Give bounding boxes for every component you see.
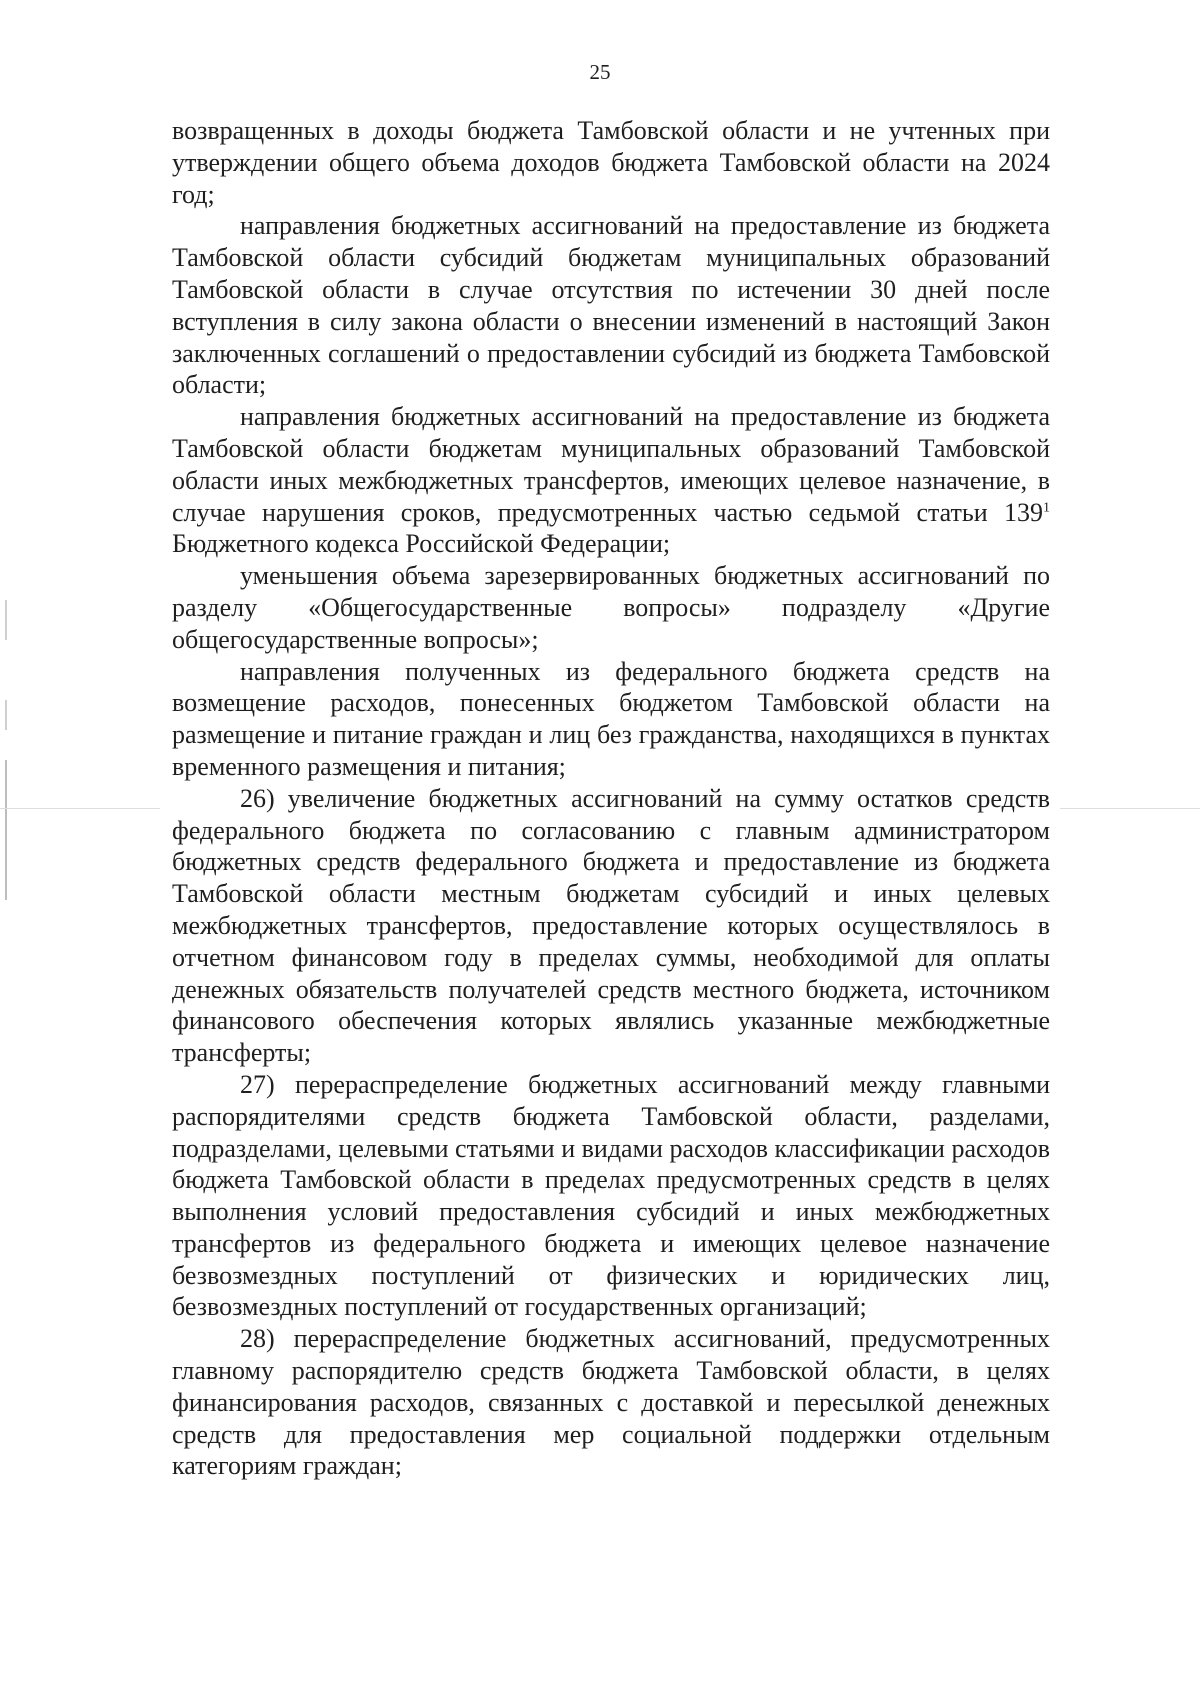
paragraph-subsidies-agreements: направления бюджетных ассигнований на предоставление из бюджета Тамбовской области субсидий бюджетам муниципальных образований Тамбовской области в случае отсутствия по истечении 30 дней после вступления в силу закона области о внесении изменений в настоящий Закон заключенных соглашений о предоставлении субсидий из бюджета Тамбовской области; bbox=[172, 211, 1050, 400]
scan-artifact bbox=[5, 700, 7, 730]
page-number: 25 bbox=[589, 60, 611, 84]
document-body bbox=[172, 115, 1050, 1482]
paragraph-item-27: 27) перераспределение бюджетных ассигнований между главными распорядителями средств бюджета Тамбовской области, разделами, подразделами, целевыми статьями и видами расходов классификации расходов бюджета Тамбовской области в пределах предусмотренных средств в целях выполнения условий предоставления субсидий и иных межбюджетных трансфертов из федерального бюджета и имеющих целевое назначение безвозмездных поступлений от физических и юридических лиц, безвозмездных поступлений от государственных организаций; bbox=[172, 1069, 1050, 1322]
paragraph-interbudget-transfers bbox=[172, 401, 1050, 560]
scan-artifact bbox=[5, 760, 7, 900]
paragraph-reserved-allocations: уменьшения объема зарезервированных бюджетных ассигнований по разделу «Общегосударственные вопросы» подразделу «Другие общегосударственные вопросы»; bbox=[172, 561, 1050, 654]
article-superscript: 1 bbox=[1043, 499, 1050, 515]
paragraph-text-part: направления бюджетных ассигнований на предоставление из бюджета Тамбовской области бюджетам муниципальных образований Тамбовской области иных межбюджетных трансфертов, имеющих целевое назначение, в случае нарушения сроков, предусмотренных частью седьмой статьи 139 bbox=[172, 402, 1050, 527]
paragraph-item-28: 28) перераспределение бюджетных ассигнований, предусмотренных главному распорядителю средств бюджета Тамбовской области, в целях финансирования расходов, связанных с доставкой и пересылкой денежных средств для предоставления мер социальной поддержки отдельным категориям граждан; bbox=[172, 1324, 1050, 1481]
scan-artifact bbox=[1060, 808, 1200, 809]
paragraph-continuation: возвращенных в доходы бюджета Тамбовской области и не учтенных при утверждении общего объема доходов бюджета Тамбовской области на 2024 год; bbox=[172, 116, 1050, 209]
paragraph-federal-reimbursement: направления полученных из федерального бюджета средств на возмещение расходов, понесенных бюджетом Тамбовской области на размещение и питание граждан и лиц без гражданства, находящихся в пунктах временного размещения и питания; bbox=[172, 656, 1050, 781]
scan-artifact bbox=[5, 600, 7, 640]
paragraph-item-26: 26) увеличение бюджетных ассигнований на сумму остатков средств федерального бюджета по согласованию с главным администратором бюджетных средств федерального бюджета и предоставление из бюджета Тамбовской области местным бюджетам субсидий и иных целевых межбюджетных трансфертов, предоставление которых осуществлялось в отчетном финансовом году в пределах суммы, необходимой для оплаты денежных обязательств получателей средств местного бюджета, источником финансового обеспечения которых являлись указанные межбюджетные трансферты; bbox=[172, 783, 1050, 1068]
scan-artifact bbox=[0, 808, 160, 809]
paragraph-text-part: Бюджетного кодекса Российской Федерации; bbox=[172, 529, 671, 559]
